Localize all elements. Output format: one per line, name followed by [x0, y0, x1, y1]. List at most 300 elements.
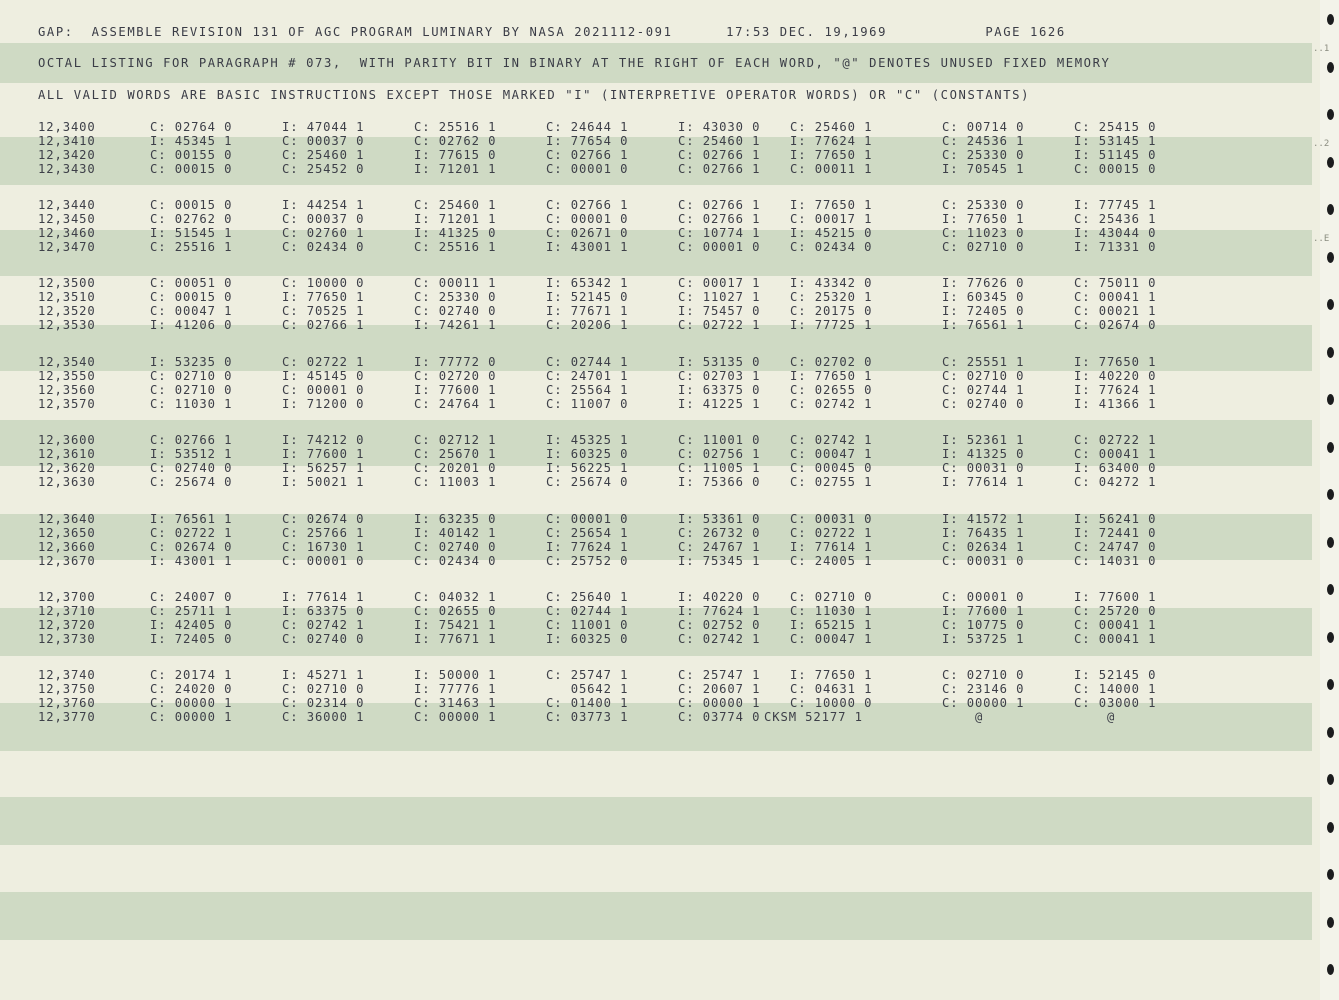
octal-word: I: 44254 1	[282, 198, 365, 212]
listing-row	[0, 512, 1312, 526]
octal-word: I: 77650 1	[790, 668, 873, 682]
address: 12,3670	[38, 554, 96, 568]
octal-word: C: 02634 1	[942, 540, 1025, 554]
address: 12,3470	[38, 240, 96, 254]
listing-row	[0, 632, 1312, 646]
octal-word: I: 77624 1	[678, 604, 761, 618]
octal-word: C: 14031 0	[1074, 554, 1157, 568]
sprocket-hole	[1327, 442, 1334, 453]
octal-word: C: 25460 1	[678, 134, 761, 148]
address: 12,3760	[38, 696, 96, 710]
octal-word: C: 11027 1	[678, 290, 761, 304]
octal-word: C: 00000 1	[678, 696, 761, 710]
listing-row	[0, 590, 1312, 604]
octal-word: C: 02674 0	[1074, 318, 1157, 332]
octal-word: C: 02655 0	[790, 383, 873, 397]
sprocket-hole	[1327, 204, 1334, 215]
octal-word: C: 24747 0	[1074, 540, 1157, 554]
listing-row	[0, 304, 1312, 318]
octal-word: I: 77772 0	[414, 355, 497, 369]
octal-word: C: 02762 0	[150, 212, 233, 226]
address: 12,3740	[38, 668, 96, 682]
listing-row	[0, 554, 1312, 568]
octal-word: C: 00015 0	[150, 162, 233, 176]
octal-word: C: 20607 1	[678, 682, 761, 696]
octal-word: C: 11001 0	[678, 433, 761, 447]
header-line-3: ALL VALID WORDS ARE BASIC INSTRUCTIONS EXCEPT THOSE MARKED "I" (INTERPRETIVE OPERATOR WORDS) OR "C" (CONSTANTS)	[38, 88, 1031, 102]
listing-row	[0, 212, 1312, 226]
address: 12,3450	[38, 212, 96, 226]
listing-row	[0, 540, 1312, 554]
address: 12,3630	[38, 475, 96, 489]
octal-word: C: 25551 1	[942, 355, 1025, 369]
octal-word: I: 77614 1	[790, 540, 873, 554]
octal-word: C: 00037 0	[282, 134, 365, 148]
octal-word: 05642 1	[546, 682, 629, 696]
address: 12,3600	[38, 433, 96, 447]
octal-word: C: 20175 0	[790, 304, 873, 318]
octal-word: I: 50000 1	[414, 668, 497, 682]
octal-word: C: 02710 0	[282, 682, 365, 696]
octal-word: C: 25564 1	[546, 383, 629, 397]
octal-word: C: 24536 1	[942, 134, 1025, 148]
sprocket-hole	[1327, 109, 1334, 120]
octal-word: C: 00011 1	[790, 162, 873, 176]
octal-word: I: 43044 0	[1074, 226, 1157, 240]
octal-word: C: 03000 1	[1074, 696, 1157, 710]
listing-row	[0, 148, 1312, 162]
octal-word: C: 02764 0	[150, 120, 233, 134]
octal-word: I: 53512 1	[150, 447, 233, 461]
octal-word: C: 00001 0	[546, 162, 629, 176]
octal-word: C: 02766 1	[678, 148, 761, 162]
sprocket-hole	[1327, 632, 1334, 643]
sprocket-hole	[1327, 489, 1334, 500]
octal-word: C: 00017 1	[790, 212, 873, 226]
sprocket-hole	[1327, 347, 1334, 358]
octal-word: I: 77624 1	[546, 540, 629, 554]
address: 12,3510	[38, 290, 96, 304]
octal-word: C: 00000 1	[942, 696, 1025, 710]
octal-word: C: 02752 0	[678, 618, 761, 632]
sprocket-hole	[1327, 394, 1334, 405]
octal-word: C: 75011 0	[1074, 276, 1157, 290]
listing-row	[0, 369, 1312, 383]
address: 12,3700	[38, 590, 96, 604]
octal-word: C: 00041 1	[1074, 618, 1157, 632]
octal-word: I: 53135 0	[678, 355, 761, 369]
octal-word: C: 00031 0	[942, 461, 1025, 475]
octal-word: I: 76561 1	[150, 512, 233, 526]
octal-word: I: 51145 0	[1074, 148, 1157, 162]
octal-word: C: 00017 1	[678, 276, 761, 290]
octal-word: I: 77600 1	[282, 447, 365, 461]
octal-word: I: 74261 1	[414, 318, 497, 332]
octal-word: I: 56225 1	[546, 461, 629, 475]
octal-word: I: 63375 0	[282, 604, 365, 618]
octal-word: C: 00015 0	[150, 198, 233, 212]
octal-word: C: 20201 0	[414, 461, 497, 475]
octal-word: C: 00047 1	[790, 447, 873, 461]
listing-row	[0, 447, 1312, 461]
octal-word: C: 02710 0	[790, 590, 873, 604]
octal-word: @	[1074, 710, 1116, 724]
octal-word: C: 02710 0	[942, 369, 1025, 383]
octal-word: CKSM 52177 1	[764, 710, 863, 724]
octal-word: I: 77654 0	[546, 134, 629, 148]
octal-word: I: 77614 1	[942, 475, 1025, 489]
sprocket-hole	[1327, 252, 1334, 263]
octal-word: C: 02756 1	[678, 447, 761, 461]
sprocket-hole	[1327, 299, 1334, 310]
octal-word: I: 56241 0	[1074, 512, 1157, 526]
address: 12,3530	[38, 318, 96, 332]
listing-row	[0, 276, 1312, 290]
address: 12,3430	[38, 162, 96, 176]
octal-word: I: 77624 1	[1074, 383, 1157, 397]
octal-word: C: 02314 0	[282, 696, 365, 710]
address: 12,3420	[38, 148, 96, 162]
octal-word: I: 75345 1	[678, 554, 761, 568]
address: 12,3660	[38, 540, 96, 554]
octal-word: C: 04631 1	[790, 682, 873, 696]
octal-word: C: 02710 0	[942, 240, 1025, 254]
octal-word: I: 41325 0	[414, 226, 497, 240]
address: 12,3710	[38, 604, 96, 618]
octal-word: I: 41206 0	[150, 318, 233, 332]
address: 12,3440	[38, 198, 96, 212]
listing-row	[0, 710, 1312, 724]
octal-word: C: 02742 1	[790, 397, 873, 411]
octal-word: C: 24764 1	[414, 397, 497, 411]
octal-word: I: 77650 1	[790, 369, 873, 383]
octal-word: C: 02674 0	[150, 540, 233, 554]
octal-word: C: 02710 0	[150, 383, 233, 397]
octal-word: C: 02766 1	[150, 433, 233, 447]
green-bar	[0, 892, 1312, 940]
octal-word: C: 25516 1	[414, 240, 497, 254]
octal-word: C: 25747 1	[546, 668, 629, 682]
address: 12,3730	[38, 632, 96, 646]
octal-word: I: 41225 1	[678, 397, 761, 411]
listing-row	[0, 134, 1312, 148]
octal-word: C: 02762 0	[414, 134, 497, 148]
octal-word: C: 02740 0	[150, 461, 233, 475]
octal-word: C: 26732 0	[678, 526, 761, 540]
address: 12,3410	[38, 134, 96, 148]
octal-word: C: 02755 1	[790, 475, 873, 489]
octal-word: C: 10000 0	[790, 696, 873, 710]
octal-word: C: 25670 1	[414, 447, 497, 461]
octal-word: I: 41325 0	[942, 447, 1025, 461]
octal-word: I: 52145 0	[546, 290, 629, 304]
octal-word: C: 25674 0	[150, 475, 233, 489]
octal-word: C: 02740 0	[282, 632, 365, 646]
octal-word: C: 24007 0	[150, 590, 233, 604]
sprocket-hole	[1327, 917, 1334, 928]
octal-word: C: 00001 0	[546, 512, 629, 526]
octal-word: C: 25330 0	[942, 148, 1025, 162]
margin-note: ..2	[1313, 139, 1330, 149]
octal-word: C: 11030 1	[790, 604, 873, 618]
octal-word: I: 71201 1	[414, 162, 497, 176]
octal-word: C: 02744 1	[942, 383, 1025, 397]
octal-word: I: 40220 0	[1074, 369, 1157, 383]
octal-word: C: 25752 0	[546, 554, 629, 568]
sprocket-hole	[1327, 62, 1334, 73]
octal-word: C: 70525 1	[282, 304, 365, 318]
octal-word: I: 60325 0	[546, 632, 629, 646]
octal-word: C: 00051 0	[150, 276, 233, 290]
octal-word: C: 04272 1	[1074, 475, 1157, 489]
octal-word: C: 03773 1	[546, 710, 629, 724]
octal-word: I: 77650 1	[790, 148, 873, 162]
octal-word: C: 03774 0	[678, 710, 761, 724]
octal-word: C: 00000 1	[150, 710, 233, 724]
octal-word: C: 02740 0	[414, 304, 497, 318]
tractor-feed-edge	[1320, 0, 1339, 1000]
octal-word: C: 10000 0	[282, 276, 365, 290]
octal-word: C: 25460 1	[282, 148, 365, 162]
octal-word: I: 77745 1	[1074, 198, 1157, 212]
octal-word: C: 00000 1	[150, 696, 233, 710]
octal-word: C: 02703 1	[678, 369, 761, 383]
header-line-1: GAP: ASSEMBLE REVISION 131 OF AGC PROGRAM LUMINARY BY NASA 2021112-091 17:53 DEC. 19,1969 PAGE 1626	[38, 25, 1066, 39]
listing-row	[0, 383, 1312, 397]
octal-word: C: 00155 0	[150, 148, 233, 162]
octal-word: C: 02766 1	[546, 198, 629, 212]
octal-word: C: 25320 1	[790, 290, 873, 304]
sprocket-hole	[1327, 157, 1334, 168]
octal-word: I: 53235 0	[150, 355, 233, 369]
address: 12,3460	[38, 226, 96, 240]
octal-word: C: 16730 1	[282, 540, 365, 554]
octal-word: C: 02766 1	[282, 318, 365, 332]
octal-word: C: 02710 0	[942, 668, 1025, 682]
octal-word: C: 02655 0	[414, 604, 497, 618]
octal-word: I: 71201 1	[414, 212, 497, 226]
octal-word: I: 50021 1	[282, 475, 365, 489]
listing-row	[0, 240, 1312, 254]
octal-word: C: 00015 0	[150, 290, 233, 304]
octal-word: C: 00037 0	[282, 212, 365, 226]
octal-word: I: 56257 1	[282, 461, 365, 475]
sprocket-hole	[1327, 822, 1334, 833]
address: 12,3540	[38, 355, 96, 369]
octal-word: C: 25674 0	[546, 475, 629, 489]
octal-word: C: 25640 1	[546, 590, 629, 604]
octal-word: I: 63400 0	[1074, 461, 1157, 475]
octal-word: C: 00001 0	[282, 383, 365, 397]
octal-word: I: 60345 0	[942, 290, 1025, 304]
address: 12,3570	[38, 397, 96, 411]
octal-word: C: 02722 1	[1074, 433, 1157, 447]
header-line-2: OCTAL LISTING FOR PARAGRAPH # 073, WITH PARITY BIT IN BINARY AT THE RIGHT OF EACH WORD, "@" DENOTES UNUSED FIXED MEMORY	[38, 56, 1111, 70]
octal-word: C: 02722 1	[282, 355, 365, 369]
sprocket-hole	[1327, 14, 1334, 25]
octal-word: C: 02744 1	[546, 355, 629, 369]
octal-word: C: 00031 0	[790, 512, 873, 526]
octal-word: C: 25330 0	[942, 198, 1025, 212]
octal-word: I: 75421 1	[414, 618, 497, 632]
listing-row	[0, 604, 1312, 618]
octal-word: I: 77650 1	[282, 290, 365, 304]
octal-word: C: 02710 0	[150, 369, 233, 383]
octal-word: C: 00001 0	[282, 554, 365, 568]
octal-word: C: 00041 1	[1074, 632, 1157, 646]
octal-word: C: 11005 1	[678, 461, 761, 475]
octal-word: I: 77600 1	[942, 604, 1025, 618]
octal-word: I: 72405 0	[942, 304, 1025, 318]
octal-word: C: 01400 1	[546, 696, 629, 710]
octal-word: C: 02740 0	[414, 540, 497, 554]
octal-word: C: 00041 1	[1074, 447, 1157, 461]
octal-word: I: 71331 0	[1074, 240, 1157, 254]
listing-row	[0, 433, 1312, 447]
octal-word: C: 02434 0	[282, 240, 365, 254]
octal-word: C: 25516 1	[150, 240, 233, 254]
listing-row	[0, 475, 1312, 489]
octal-word: I: 42405 0	[150, 618, 233, 632]
octal-word: I: 76561 1	[942, 318, 1025, 332]
octal-word: C: 02760 1	[282, 226, 365, 240]
octal-word: C: 23146 0	[942, 682, 1025, 696]
octal-word: C: 14000 1	[1074, 682, 1157, 696]
octal-word: C: 25766 1	[282, 526, 365, 540]
sprocket-hole	[1327, 727, 1334, 738]
octal-word: C: 02434 0	[414, 554, 497, 568]
octal-word: C: 25460 1	[414, 198, 497, 212]
octal-word: I: 77725 1	[790, 318, 873, 332]
octal-word: C: 24005 1	[790, 554, 873, 568]
sprocket-hole	[1327, 537, 1334, 548]
octal-word: I: 77650 1	[942, 212, 1025, 226]
octal-word: C: 25720 0	[1074, 604, 1157, 618]
octal-word: I: 47044 1	[282, 120, 365, 134]
octal-word: C: 00047 1	[790, 632, 873, 646]
sprocket-hole	[1327, 584, 1334, 595]
octal-word: I: 77671 1	[414, 632, 497, 646]
octal-word: I: 77650 1	[1074, 355, 1157, 369]
octal-word: I: 72441 0	[1074, 526, 1157, 540]
listing-row	[0, 290, 1312, 304]
octal-word: I: 41366 1	[1074, 397, 1157, 411]
octal-word: C: 11030 1	[150, 397, 233, 411]
octal-word: @	[942, 710, 984, 724]
octal-word: C: 25460 1	[790, 120, 873, 134]
address: 12,3720	[38, 618, 96, 632]
listing-row	[0, 526, 1312, 540]
octal-word: I: 52145 0	[1074, 668, 1157, 682]
octal-word: C: 11001 0	[546, 618, 629, 632]
octal-word: I: 77776 1	[414, 682, 497, 696]
octal-word: I: 65342 1	[546, 276, 629, 290]
octal-word: I: 70545 1	[942, 162, 1025, 176]
address: 12,3550	[38, 369, 96, 383]
octal-word: C: 02742 1	[678, 632, 761, 646]
octal-word: C: 11023 0	[942, 226, 1025, 240]
octal-word: C: 02702 0	[790, 355, 873, 369]
octal-word: C: 02720 0	[414, 369, 497, 383]
octal-word: C: 02722 1	[790, 526, 873, 540]
octal-word: C: 00015 0	[1074, 162, 1157, 176]
octal-word: I: 76435 1	[942, 526, 1025, 540]
octal-word: C: 02712 1	[414, 433, 497, 447]
octal-word: I: 45345 1	[150, 134, 233, 148]
margin-note: ..1	[1313, 44, 1330, 54]
address: 12,3560	[38, 383, 96, 397]
sprocket-hole	[1327, 774, 1334, 785]
octal-word: C: 00001 0	[678, 240, 761, 254]
listing-row	[0, 618, 1312, 632]
octal-word: C: 04032 1	[414, 590, 497, 604]
octal-word: I: 74212 0	[282, 433, 365, 447]
octal-word: C: 20206 1	[546, 318, 629, 332]
octal-word: I: 77600 1	[1074, 590, 1157, 604]
octal-word: C: 25747 1	[678, 668, 761, 682]
octal-word: C: 00714 0	[942, 120, 1025, 134]
octal-word: C: 02671 0	[546, 226, 629, 240]
octal-word: I: 45215 0	[790, 226, 873, 240]
octal-word: I: 53145 1	[1074, 134, 1157, 148]
octal-word: C: 02742 1	[282, 618, 365, 632]
octal-word: I: 63235 0	[414, 512, 497, 526]
sprocket-hole	[1327, 679, 1334, 690]
address: 12,3400	[38, 120, 96, 134]
octal-word: C: 02766 1	[678, 162, 761, 176]
octal-word: I: 43030 0	[678, 120, 761, 134]
octal-word: C: 00021 1	[1074, 304, 1157, 318]
margin-note: ..E	[1313, 234, 1330, 244]
octal-word: C: 02766 1	[546, 148, 629, 162]
octal-word: C: 25711 1	[150, 604, 233, 618]
octal-word: I: 77650 1	[790, 198, 873, 212]
octal-word: C: 10775 0	[942, 618, 1025, 632]
octal-word: C: 24644 1	[546, 120, 629, 134]
octal-word: C: 31463 1	[414, 696, 497, 710]
octal-word: C: 02740 0	[942, 397, 1025, 411]
octal-word: C: 11003 1	[414, 475, 497, 489]
octal-word: C: 00000 1	[414, 710, 497, 724]
octal-word: C: 24020 0	[150, 682, 233, 696]
octal-word: I: 77614 1	[282, 590, 365, 604]
octal-word: C: 10774 1	[678, 226, 761, 240]
octal-word: C: 02722 1	[678, 318, 761, 332]
octal-word: I: 60325 0	[546, 447, 629, 461]
octal-word: I: 40142 1	[414, 526, 497, 540]
address: 12,3520	[38, 304, 96, 318]
octal-word: I: 53725 1	[942, 632, 1025, 646]
listing-row	[0, 355, 1312, 369]
octal-word: C: 00047 1	[150, 304, 233, 318]
octal-word: C: 02434 0	[790, 240, 873, 254]
octal-word: I: 77671 1	[546, 304, 629, 318]
octal-word: C: 02766 1	[678, 212, 761, 226]
octal-word: C: 24701 1	[546, 369, 629, 383]
octal-word: C: 00001 0	[546, 212, 629, 226]
address: 12,3650	[38, 526, 96, 540]
listing-row	[0, 120, 1312, 134]
listing-row	[0, 696, 1312, 710]
octal-word: C: 25452 0	[282, 162, 365, 176]
octal-word: C: 02742 1	[790, 433, 873, 447]
octal-word: C: 02766 1	[678, 198, 761, 212]
octal-word: C: 36000 1	[282, 710, 365, 724]
octal-word: C: 00001 0	[942, 590, 1025, 604]
octal-word: C: 11007 0	[546, 397, 629, 411]
green-bar	[0, 797, 1312, 845]
octal-word: C: 25654 1	[546, 526, 629, 540]
